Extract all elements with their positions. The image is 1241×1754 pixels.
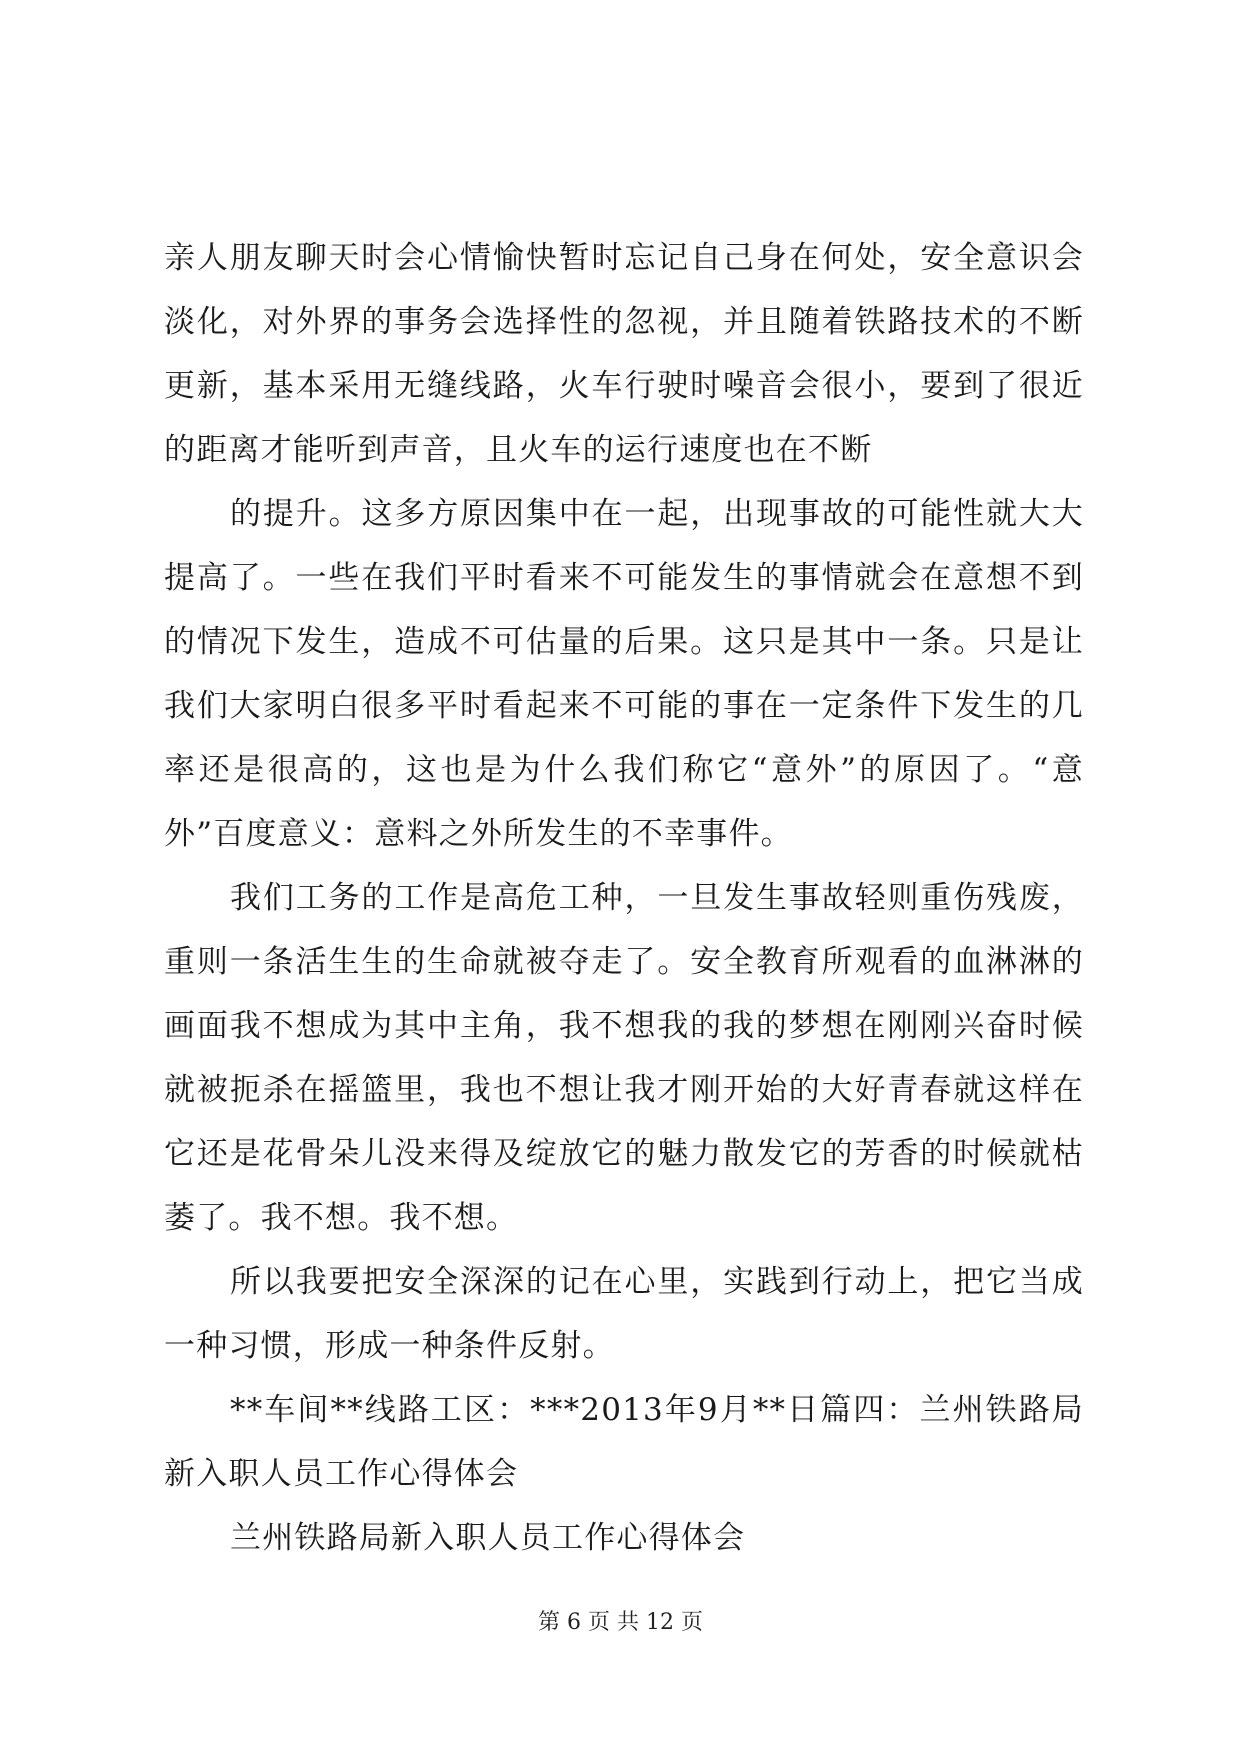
paragraph-continuation: 亲人朋友聊天时会心情愉快暂时忘记自己身在何处，安全意识会淡化，对外界的事务会选择性的忽视，并且随着铁路技术的不断更新，基本采用无缝线路，火车行驶时噪音会很小，要到了很近的距离才能听到声音，且火车的运行速度也在不断 [164, 240, 1084, 468]
signature-and-heading: **车间**线路工区：***2013年9月**日篇四：兰州铁路局新入职人员工作心得体会 [164, 1392, 1084, 1492]
body-text [164, 226, 1084, 1570]
paragraph: 的提升。这多方原因集中在一起，出现事故的可能性就大大提高了。一些在我们平时看来不可能发生的事情就会在意想不到的情况下发生，造成不可估量的后果。这只是其中一条。只是让我们大家明白很多平时看起来不可能的事在一定条件下发生的几率还是很高的，这也是为什么我们称它“意外”的原因了。“意外”百度意义：意料之外所发生的不幸事件。 [164, 496, 1084, 852]
page-number: 第 6 页 共 12 页 [538, 1610, 703, 1635]
section-title: 兰州铁路局新入职人员工作心得体会 [230, 1520, 746, 1556]
paragraph: 我们工务的工作是高危工种，一旦发生事故轻则重伤残废，重则一条活生生的生命就被夺走了。安全教育所观看的血淋淋的画面我不想成为其中主角，我不想我的我的梦想在刚刚兴奋时候就被扼杀在摇篮里，我也不想让我才刚开始的大好青春就这样在它还是花骨朵儿没来得及绽放它的魅力散发它的芳香的时候就枯萎了。我不想。我不想。 [164, 880, 1084, 1236]
paragraph: 所以我要把安全深深的记在心里，实践到行动上，把它当成一种习惯，形成一种条件反射。 [164, 1264, 1084, 1364]
